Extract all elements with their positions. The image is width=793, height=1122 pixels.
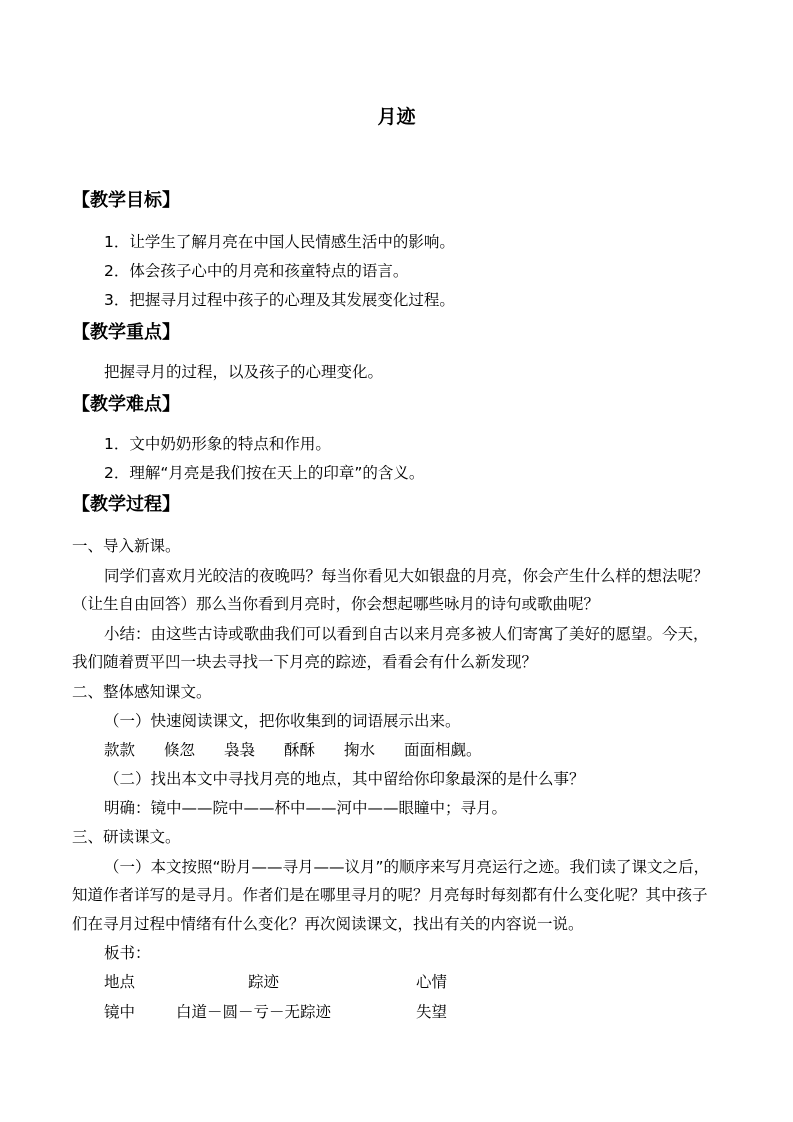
part3-paragraph-line2: 知道作者详写的是寻月。作者们是在哪里寻月的呢？月亮每时每刻都有什么变化呢？其中孩子 (72, 886, 708, 904)
part3-paragraph-line3: 们在寻月过程中情绪有什么变化？再次阅读课文，找出有关的内容说一说。 (72, 915, 584, 933)
part1-title: 一、导入新课。 (72, 537, 181, 555)
vocab-word: 袅袅 (224, 741, 256, 759)
difficulty-item-2: 2．理解“月亮是我们按在天上的印章”的含义。 (104, 464, 425, 482)
vocab-word: 酥酥 (284, 741, 316, 759)
part2-question2: （二）找出本文中寻找月亮的地点，其中留给你印象最深的是什么事？ (104, 770, 585, 788)
heading-teaching-focus: 【教学重点】 (72, 322, 180, 343)
difficulty-item-1: 1．文中奶奶形象的特点和作用。 (104, 435, 331, 453)
heading-teaching-difficulty: 【教学难点】 (72, 394, 180, 415)
header-mood: 心情 (416, 973, 448, 991)
vocab-word: 掬水 (344, 741, 376, 759)
part1-paragraph1-line2: （让生自由回答）那么当你看到月亮时，你会想起哪些咏月的诗句或歌曲呢？ (72, 595, 600, 613)
goal-item-1: 1．让学生了解月亮在中国人民情感生活中的影响。 (104, 233, 455, 251)
part3-title: 三、研读课文。 (72, 828, 181, 846)
vocab-word: 倏忽 (164, 741, 196, 759)
cell-trace: 白道－圆－亏－无踪迹 (176, 1003, 332, 1021)
part2-question1: （一）快速阅读课文，把你收集到的词语展示出来。 (104, 712, 461, 730)
focus-text: 把握寻月的过程，以及孩子的心理变化。 (104, 363, 384, 381)
part2-title: 二、整体感知课文。 (72, 683, 212, 701)
part2-answer: 明确：镜中——院中——杯中——河中——眼瞳中；寻月。 (104, 799, 508, 817)
goal-item-2: 2．体会孩子心中的月亮和孩童特点的语言。 (104, 262, 409, 280)
part1-paragraph1-line1: 同学们喜欢月光皎洁的夜晚吗？每当你看见大如银盘的月亮，你会产生什么样的想法呢？ (104, 567, 709, 585)
header-location: 地点 (104, 973, 136, 991)
heading-teaching-process: 【教学过程】 (72, 494, 180, 515)
board-table-row (104, 1001, 504, 1023)
vocabulary-row (104, 739, 504, 761)
board-label: 板书： (104, 944, 151, 962)
header-trace: 踪迹 (248, 973, 280, 991)
cell-location: 镜中 (104, 1003, 136, 1021)
cell-mood: 失望 (416, 1003, 448, 1021)
page-title: 月迹 (377, 106, 416, 128)
board-table-header (104, 971, 504, 993)
vocab-word: 款款 (104, 741, 136, 759)
part1-paragraph2-line1: 小结：由这些古诗或歌曲我们可以看到自古以来月亮多被人们寄寓了美好的愿望。今天， (104, 625, 709, 643)
vocab-word: 面面相觑。 (404, 741, 482, 759)
goal-item-3: 3．把握寻月过程中孩子的心理及其发展变化过程。 (104, 291, 455, 309)
heading-teaching-goals: 【教学目标】 (72, 190, 180, 211)
part1-paragraph2-line2: 我们随着贾平凹一块去寻找一下月亮的踪迹，看看会有什么新发现？ (72, 653, 538, 671)
part3-paragraph-line1: （一）本文按照“盼月——寻月——议月”的顺序来写月亮运行之迹。我们读了课文之后， (104, 858, 710, 876)
